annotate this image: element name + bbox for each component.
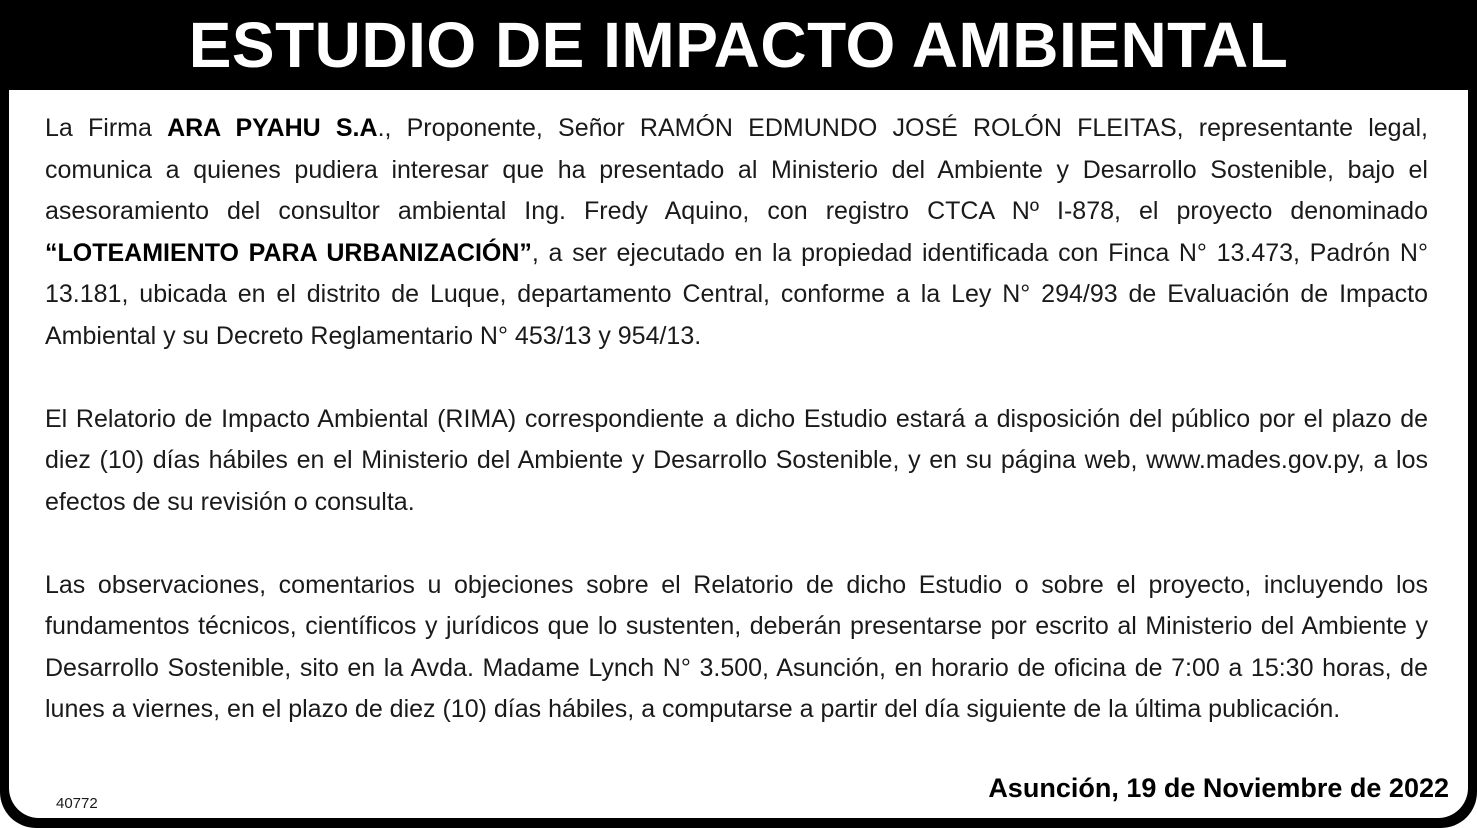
notice-body bbox=[45, 108, 1428, 731]
notice-title: ESTUDIO DE IMPACTO AMBIENTAL bbox=[188, 9, 1289, 81]
project-details-text: , a ser ejecutado en la propiedad identificada con Finca N° 13.473, Padrón N° 13.181, ubicada en el distrito de Luque, departamento Central, conforme a la Ley N° 294/93 de Evaluación de Impacto Ambiental y su Decreto Reglamentario N° 453/13 y 954/13. bbox=[45, 238, 1428, 350]
intro-text: La Firma bbox=[45, 114, 168, 142]
proponent-text: ., Proponente, Señor RAMÓN EDMUNDO JOSÉ ROLÓN FLEITAS, representante legal, comunica a quienes pudiera interesar que ha presentado al Ministerio del Ambiente y Desarrollo Sostenible, bajo el asesoramiento del consultor ambiental Ing. Fredy Aquino, con registro CTCA Nº I-878, el proyecto denominado bbox=[45, 114, 1428, 225]
company-name: ARA PYAHU S.A bbox=[167, 114, 378, 142]
paragraph-proponent bbox=[45, 108, 1428, 357]
project-name: “LOTEAMIENTO PARA URBANIZACIÓN” bbox=[45, 238, 532, 267]
reference-number: 40772 bbox=[56, 795, 98, 812]
paragraph-observations: Las observaciones, comentarios u objeciones sobre el Relatorio de dicho Estudio o sobre el proyecto, incluyendo los fundamentos técnicos, científicos y jurídicos que lo sustenten, deberán presentarse por escrito al Ministerio del Ambiente y Desarrollo Sostenible, sito en la Avda. Madame Lynch N° 3.500, Asunción, en horario de oficina de 7:00 a 15:30 horas, de lunes a viernes, en el plazo de diez (10) días hábiles, a computarse a partir del día siguiente de la última publicación. bbox=[45, 570, 1428, 723]
paragraph-rima: El Relatorio de Impacto Ambiental (RIMA) correspondiente a dicho Estudio estará a disposición del público por el plazo de diez (10) días hábiles en el Ministerio del Ambiente y Desarrollo Sostenible, y en su página web, www.mades.gov.py, a los efectos de su revisión o consulta. bbox=[45, 404, 1428, 516]
publication-date: Asunción, 19 de Noviembre de 2022 bbox=[988, 773, 1449, 803]
